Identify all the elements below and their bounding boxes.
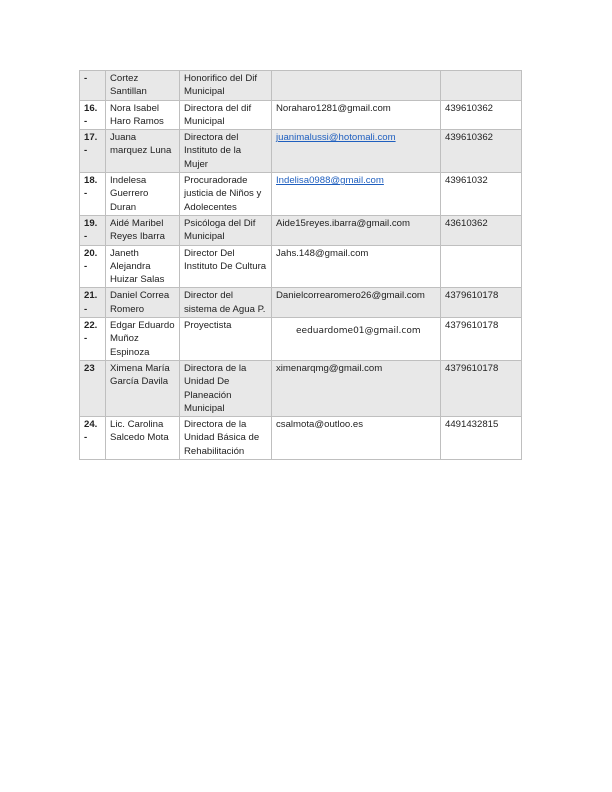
name-text: Lic. Carolina Salcedo Mota <box>110 419 169 444</box>
table-row <box>80 100 522 130</box>
table-row <box>80 417 522 460</box>
row-number: 23 <box>84 362 95 374</box>
name-text: Daniel Correa Romero <box>110 290 170 315</box>
row-number-cell <box>80 173 106 216</box>
phone-cell <box>441 215 522 245</box>
name-cell <box>106 245 180 288</box>
phone-text: 4491432815 <box>445 419 499 431</box>
phone-cell <box>441 288 522 318</box>
email-text: Aide15reyes.ibarra@gmail.com <box>276 217 410 229</box>
row-number: 22. - <box>84 320 98 345</box>
phone-cell <box>441 173 522 216</box>
role-cell <box>180 71 272 101</box>
email-text: Danielcorrearomero26@gmail.com <box>276 290 425 302</box>
email-cell <box>272 245 441 288</box>
row-number: - <box>84 73 88 84</box>
role-cell <box>180 100 272 130</box>
role-text: Honorifico del Dif Municipal <box>184 73 258 98</box>
role-text: Proyectista <box>184 320 232 332</box>
name-text: Janeth Alejandra Huizar Salas <box>110 247 165 286</box>
row-number-cell <box>80 130 106 173</box>
phone-cell <box>441 318 522 361</box>
row-number: 19. - <box>84 217 98 243</box>
email-cell <box>272 71 441 101</box>
phone-text: 439610362 <box>445 102 494 114</box>
table-row <box>80 130 522 173</box>
role-cell <box>180 245 272 288</box>
role-text: Directora del dif Municipal <box>184 102 252 127</box>
name-text: Juana marquez Luna <box>110 132 172 157</box>
role-text: Procuradorade justicia de Niños y Adolecentes <box>184 175 262 213</box>
table-row <box>80 215 522 245</box>
row-number: 16. - <box>84 102 98 127</box>
email-cell <box>272 100 441 130</box>
row-number: 18. - <box>84 175 98 200</box>
role-cell <box>180 318 272 361</box>
phone-cell <box>441 245 522 288</box>
role-cell <box>180 417 272 460</box>
role-text: Director Del Instituto De Cultura <box>184 247 267 272</box>
phone-cell <box>441 100 522 130</box>
row-number-cell <box>80 417 106 460</box>
row-number-cell <box>80 215 106 245</box>
name-cell <box>106 173 180 216</box>
row-number-cell <box>80 318 106 361</box>
phone-cell <box>441 417 522 460</box>
phone-cell <box>441 71 522 101</box>
email-text: csalmota@outloo.es <box>276 419 364 431</box>
phone-text: 439610362 <box>445 132 494 144</box>
row-number-cell <box>80 71 106 101</box>
name-cell <box>106 130 180 173</box>
role-text: Director del sistema de Agua P. <box>184 290 266 315</box>
phone-text: 4379610178 <box>445 320 499 332</box>
email-text: Jahs.148@gmail.com <box>276 247 369 259</box>
name-text: Aidé Maribel Reyes Ibarra <box>110 217 165 243</box>
role-text: Psicóloga del Dif Municipal <box>184 217 256 243</box>
name-text: Edgar Eduardo Muñoz Espinoza <box>110 320 175 358</box>
directory-table <box>79 70 522 460</box>
email-cell <box>272 215 441 245</box>
email-cell <box>272 318 441 361</box>
row-number-cell <box>80 245 106 288</box>
row-number-cell <box>80 360 106 416</box>
name-cell <box>106 417 180 460</box>
email-link[interactable]: juanimalussi@hotomali.com <box>276 132 396 144</box>
phone-cell <box>441 130 522 173</box>
table-row <box>80 173 522 216</box>
row-number: 21. - <box>84 290 98 315</box>
role-text: Directora de la Unidad De Planeación Municipal <box>184 362 247 414</box>
row-number-cell <box>80 100 106 130</box>
email-cell <box>272 288 441 318</box>
phone-text: 4379610178 <box>445 362 499 374</box>
table-row <box>80 360 522 416</box>
row-number: 20. - <box>84 247 98 272</box>
role-text: Directora del Instituto de la Mujer <box>184 132 242 170</box>
directory-table-body <box>80 71 522 460</box>
role-cell <box>180 130 272 173</box>
name-cell <box>106 288 180 318</box>
email-text: Noraharo1281@gmail.com <box>276 102 391 114</box>
name-text: Indelesa Guerrero Duran <box>110 175 149 213</box>
name-cell <box>106 100 180 130</box>
role-cell <box>180 173 272 216</box>
role-cell <box>180 360 272 416</box>
name-text: Ximena María García Davila <box>110 362 170 388</box>
role-text: Directora de la Unidad Básica de Rehabilitación <box>184 419 260 457</box>
table-row <box>80 318 522 361</box>
row-number: 17. - <box>84 132 98 157</box>
name-cell <box>106 360 180 416</box>
name-text: Cortez Santillan <box>110 73 147 98</box>
role-cell <box>180 215 272 245</box>
table-row <box>80 288 522 318</box>
name-text: Nora Isabel Haro Ramos <box>110 102 164 127</box>
name-cell <box>106 215 180 245</box>
name-cell <box>106 71 180 101</box>
phone-text: 43961032 <box>445 175 488 187</box>
email-cell <box>272 173 441 216</box>
phone-text: 43610362 <box>445 217 488 229</box>
row-number-cell <box>80 288 106 318</box>
table-row <box>80 71 522 101</box>
email-text: eeduardome01@gmail.com <box>296 326 421 337</box>
phone-cell <box>441 360 522 416</box>
email-cell <box>272 417 441 460</box>
name-cell <box>106 318 180 361</box>
phone-text: 4379610178 <box>445 290 499 302</box>
email-cell <box>272 360 441 416</box>
email-text: ximenarqmg@gmail.com <box>276 362 383 374</box>
row-number: 24. - <box>84 419 98 444</box>
role-cell <box>180 288 272 318</box>
table-row <box>80 245 522 288</box>
email-cell <box>272 130 441 173</box>
email-link[interactable]: Indelisa0988@gmail.com <box>276 175 384 187</box>
